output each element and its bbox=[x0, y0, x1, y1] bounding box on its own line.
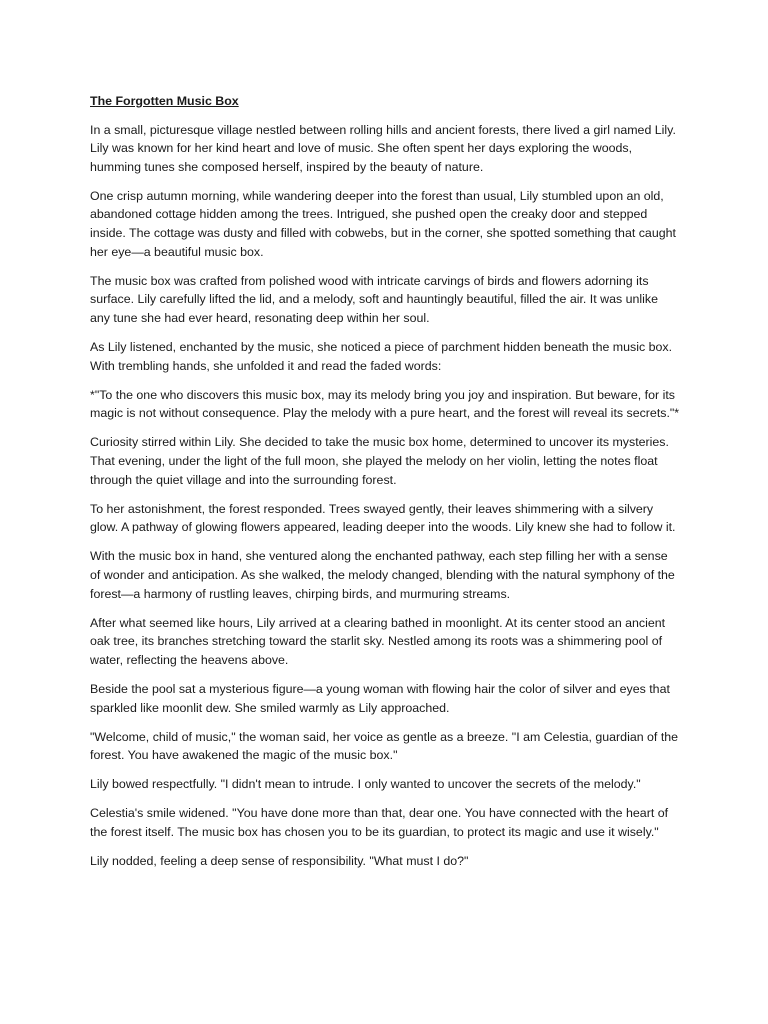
paragraph-3: The music box was crafted from polished wood with intricate carvings of birds and flowers adorning its surface. Lily carefully lifted the lid, and a melody, soft and hauntingly beautiful, filled the air. It was unlike any tune she had ever heard, resonating deep within her soul. bbox=[90, 273, 658, 325]
paragraph-4: As Lily listened, enchanted by the music, she noticed a piece of parchment hidden beneath the music box. With trembling hands, she unfolded it and read the faded words: bbox=[90, 340, 673, 373]
paragraph-11: "Welcome, child of music," the woman said, her voice as gentle as a breeze. "I am Celestia, guardian of the forest. You have awakened the magic of the music box." bbox=[90, 729, 679, 763]
paragraph-8: With the music box in hand, she ventured along the enchanted pathway, each step filling her with a sense of wonder and anticipation. As she walked, the melody changed, blending with the natural symphony of the forest—a harmony of rustling leaves, chirping birds, and murmuring streams. bbox=[90, 549, 675, 601]
document-title: The Forgotten Music Box bbox=[90, 94, 239, 108]
document-page bbox=[90, 92, 680, 881]
paragraph-5: *"To the one who discovers this music box, may its melody bring you joy and inspiration. But beware, for its magic is not without consequence. Play the melody with a pure heart, and the forest will reveal its secrets."* bbox=[90, 387, 680, 421]
paragraph-14: Lily nodded, feeling a deep sense of responsibility. "What must I do?" bbox=[90, 854, 469, 869]
paragraph-9: After what seemed like hours, Lily arrived at a clearing bathed in moonlight. At its center stood an ancient oak tree, its branches stretching toward the starlit sky. Nestled among its roots was a shimmering pool of water, reflecting the heavens above. bbox=[90, 615, 666, 667]
paragraph-12: Lily bowed respectfully. "I didn't mean to intrude. I only wanted to uncover the secrets of the melody." bbox=[90, 777, 641, 792]
paragraph-1: In a small, picturesque village nestled between rolling hills and ancient forests, there lived a girl named Lily. Lily was known for her kind heart and love of music. She often spent her days exploring the woods, humming tunes she composed herself, inspired by the beauty of nature. bbox=[90, 122, 676, 174]
paragraph-2: One crisp autumn morning, while wandering deeper into the forest than usual, Lily stumbled upon an old, abandoned cottage hidden among the trees. Intrigued, she pushed open the creaky door and stepped inside. The cottage was dusty and filled with cobwebs, but in the corner, she spotted something that caught her eye—a beautiful music box. bbox=[90, 188, 676, 259]
paragraph-7: To her astonishment, the forest responded. Trees swayed gently, their leaves shimmering with a silvery glow. A pathway of glowing flowers appeared, leading deeper into the woods. Lily knew she had to follow it. bbox=[90, 501, 676, 535]
paragraph-6: Curiosity stirred within Lily. She decided to take the music box home, determined to uncover its mysteries. That evening, under the light of the full moon, she played the melody on her violin, letting the notes float through the quiet village and into the surrounding forest. bbox=[90, 435, 669, 487]
paragraph-13: Celestia's smile widened. "You have done more than that, dear one. You have connected with the heart of the forest itself. The music box has chosen you to be its guardian, to protect its magic and use it wisely." bbox=[90, 806, 669, 839]
paragraph-10: Beside the pool sat a mysterious figure—a young woman with flowing hair the color of silver and eyes that sparkled like moonlit dew. She smiled warmly as Lily approached. bbox=[90, 681, 670, 715]
